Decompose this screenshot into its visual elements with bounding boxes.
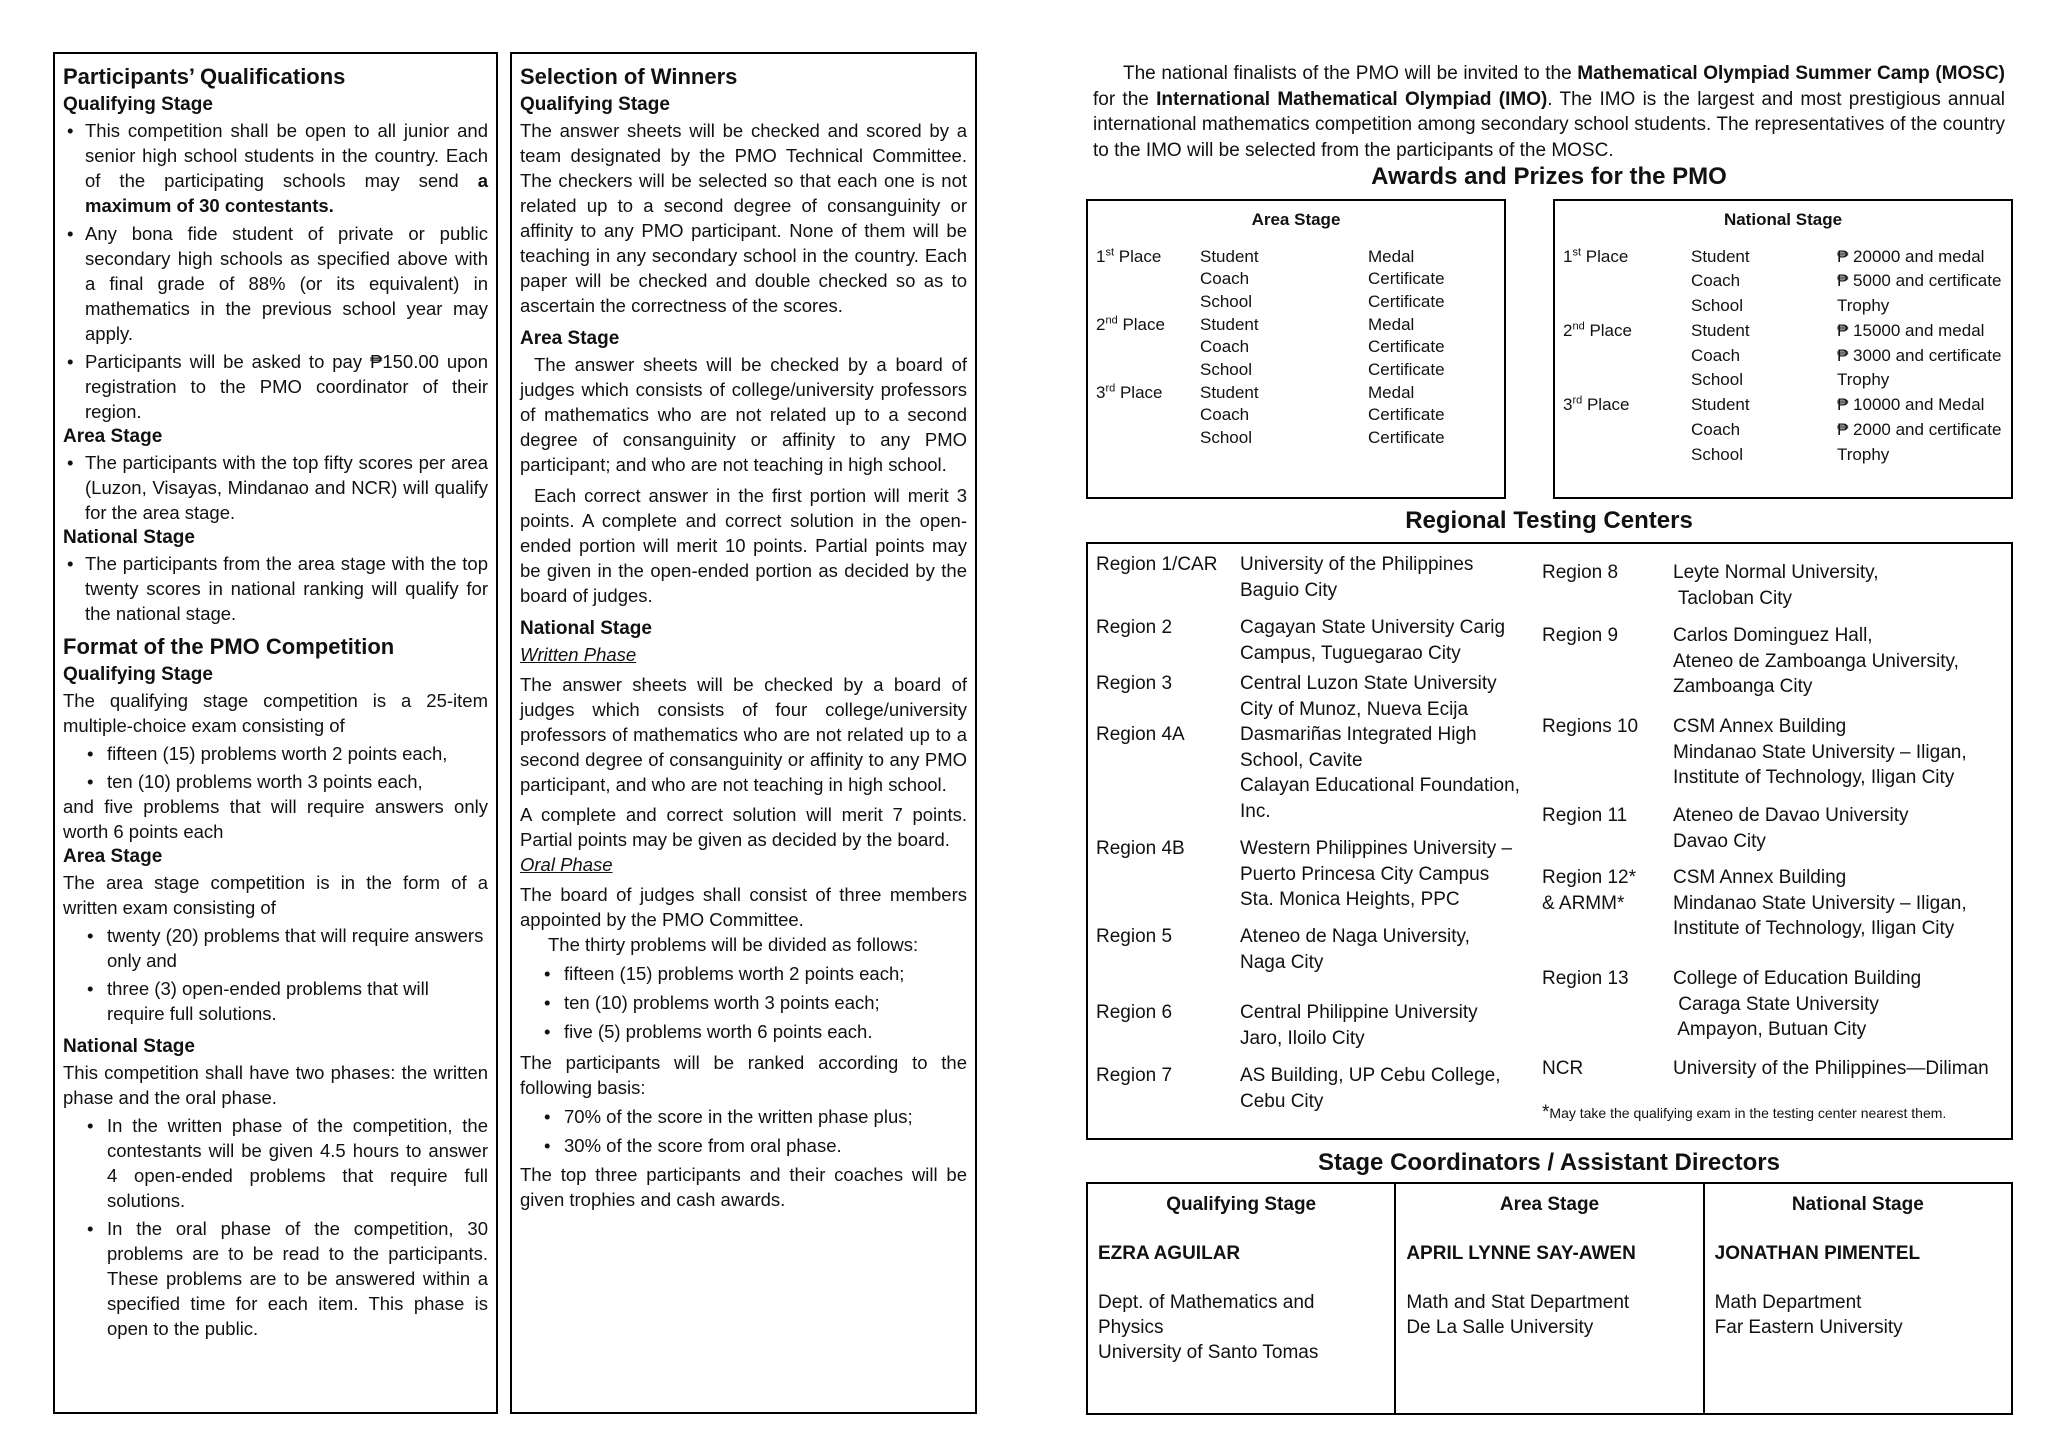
national-award-row [1563,444,2003,469]
region-name: Region 8 [1542,562,1619,583]
coordinator-column [1396,1184,1704,1413]
format-national-item-2: • In the oral phase of the competition, 30 problems are to be read to the participants. These problems are to be answered within a specified time for each item. This phase is open to the public. [63,1216,488,1341]
national-award-row [1563,270,2003,295]
selection-area-text-1: The answer sheets will be checked by a board of judges which consists of college/university professors of mathematics who are not related up to a second degree of consanguinity or affinity to any PMO participant; and who are not teaching in high school. [520,354,967,475]
region-center-line: School, Cavite [1240,749,1363,771]
area-award-row [1096,359,1496,382]
imo-name: International Mathematical Olympiad (IMO) [1156,88,1548,110]
coordinator-name: EZRA AGUILAR [1098,1243,1241,1264]
coordinator-column [1088,1184,1396,1413]
region-center-line: AS Building, UP Cebu College, [1240,1065,1501,1086]
ranking-text: The participants will be ranked according to the following basis: [520,1052,967,1098]
written-phase-text-1: The answer sheets will be checked by a board of judges which consists of four college/university professors of mathematics who are not related up to a second degree of consanguinity or affinity to any PMO participant, and who are not teaching in high school. [520,674,967,795]
area-award-prize: Certificate [1368,405,1445,425]
region-center-line: Zamboanga City [1673,676,1813,697]
oral-phase-text-1: The board of judges shall consist of three members appointed by the PMO Committee. [520,884,967,930]
area-award-prize: Certificate [1368,269,1445,289]
area-award-place-label [1096,382,1163,405]
region-name: Region 12* & ARMM* [1542,867,1637,914]
area-award-place-number: 3 [1096,382,1106,402]
area-award-recipient: School [1200,359,1252,379]
region-center-line: Leyte Normal University, [1673,562,1879,583]
intro-text-3: . The IMO is the largest and most prestigious annual international mathematics competition among secondary school students. The representatives of the country to the IMO will be selected from the participants of the MOSC. [1093,88,2005,161]
national-award-row [1563,246,2003,271]
national-award-place-label [1563,320,1632,343]
intro-text-2: for the [1093,88,1157,110]
area-award-row [1096,404,1496,427]
area-award-place-number: 2 [1096,314,1106,334]
region-center-address [1240,1000,1478,1051]
region-center-address [1673,966,1921,1043]
area-award-prize: Certificate [1368,359,1445,379]
format-national-intro: This competition shall have two phases: the written phase and the oral phase. [63,1062,488,1108]
region-center-line: CSM Annex Building [1673,867,1847,888]
ranking-item-1: • 70% of the score in the written phase plus; [520,1104,967,1129]
region-center-address [1240,836,1512,913]
national-awards-heading: National Stage [1723,210,1843,229]
national-award-prize: ₱ 20000 and medal [1837,246,1985,266]
oral-phase-label: Oral Phase [520,854,613,875]
region-center-line: Davao City [1673,830,1766,852]
region-center-address [1673,865,1967,942]
region-center-line: Sta. Monica Heights, PPC [1240,889,1460,910]
region-center-line: Puerto Princesa City Campus [1240,863,1490,885]
coordinator-name: JONATHAN PIMENTEL [1714,1243,1921,1264]
national-award-place-word: Place [1582,395,1630,415]
coordinator-stage: Area Stage [1499,1194,1600,1215]
area-award-place-label [1096,246,1161,269]
national-award-prize: ₱ 10000 and Medal [1837,395,1985,415]
area-award-place-word: Place [1114,246,1162,266]
region-center-line: Naga City [1240,951,1324,973]
national-award-recipient: Coach [1691,420,1741,440]
region-name: Region 5 [1096,926,1173,947]
region-name: Region 4B [1096,838,1185,859]
region-center-address [1673,1056,1989,1082]
region-name: Region 7 [1096,1065,1173,1086]
national-award-recipient: School [1691,296,1743,316]
national-award-recipient: Student [1691,395,1750,415]
region-name: Region 2 [1096,617,1173,638]
national-award-place-word: Place [1584,320,1632,340]
national-award-place-number: 2 [1563,320,1573,340]
mosc-intro-paragraph [1093,61,2005,163]
region-center-line: Calayan Educational Foundation, [1240,775,1520,796]
area-award-place-suffix: st [1105,245,1115,258]
region-name: Region 3 [1096,673,1173,694]
region-center-address [1240,615,1505,666]
max-contestants-text: a maximum of 30 contestants. [85,170,488,216]
national-award-prize: Trophy [1837,370,1890,390]
area-awards-heading: Area Stage [1251,210,1341,229]
area-award-place-number: 1 [1096,246,1106,266]
region-center-line: CSM Annex Building [1673,716,1847,737]
qualifying-bullet-3: • Participants will be asked to pay ₱150.00 upon registration to the PMO coordinator of their region. [63,349,488,424]
region-center-line: Cebu City [1240,1090,1324,1112]
national-award-place-label [1563,246,1628,269]
area-award-recipient: Coach [1200,405,1250,425]
area-awards-list [1096,246,1496,450]
area-award-recipient: Student [1200,382,1259,402]
national-award-recipient: Coach [1691,271,1741,291]
national-award-prize: ₱ 2000 and certificate [1837,420,2002,440]
coordinator-stage: Qualifying Stage [1166,1194,1317,1215]
format-area-heading: Area Stage [63,846,163,867]
region-center-line: Western Philippines University – [1240,838,1513,859]
selection-column [510,52,977,1414]
national-award-place-word: Place [1581,246,1629,266]
intro-text-1: The national finalists of the PMO will be invited to the [1123,63,1578,84]
national-award-row [1563,295,2003,320]
region-center-address [1673,623,1959,700]
area-stage-heading: Area Stage [63,426,163,447]
format-qualifying-item-1: • fifteen (15) problems worth 2 points each, [63,741,488,766]
national-award-row [1563,394,2003,419]
national-award-place-number: 3 [1563,395,1573,415]
region-center-line: Ateneo de Zamboanga University, [1673,650,1959,672]
national-bullet-1: • The participants from the area stage with the top twenty scores in national ranking will qualify for the national stage. [63,551,488,626]
region-center-line: City of Munoz, Nueva Ecija [1240,698,1469,720]
area-award-row [1096,427,1496,450]
ranking-item-2: • 30% of the score from oral phase. [520,1133,967,1158]
format-area-item-1: • twenty (20) problems that will require answers only and [63,923,488,973]
national-award-place-suffix: st [1572,245,1582,258]
selection-area-heading: Area Stage [520,328,620,349]
area-award-recipient: Student [1200,246,1259,266]
area-bullet-1: • The participants with the top fifty scores per area (Luzon, Visayas, Mindanao and NCR) will qualify for the area stage. [63,450,488,525]
national-award-prize: ₱ 3000 and certificate [1837,345,2002,365]
footnote-star: * [1542,1102,1550,1123]
format-qualifying-item-2: • ten (10) problems worth 3 points each, [63,769,488,794]
area-award-row [1096,314,1496,337]
coordinator-department: Math Department [1714,1292,1862,1313]
area-award-place-word: Place [1117,314,1165,334]
selection-qualifying-text: The answer sheets will be checked and scored by a team designated by the PMO Technical Committee. The checkers will be selected so that each one is not related up to a second degree of consanguinity or affinity to any PMO participant. None of them will be teaching in any secondary school in the country. Each paper will be checked and double checked so as to ascertain the correctness of the scores. [520,120,967,316]
area-award-place-word: Place [1115,382,1163,402]
selection-national-heading: National Stage [520,618,652,639]
area-award-recipient: Student [1200,314,1259,334]
area-award-recipient: School [1200,428,1252,447]
area-award-recipient: Coach [1200,269,1250,289]
qualifications-column [53,52,498,1414]
national-awards-box [1553,199,2013,499]
region-center-line: University of the Philippines—Diliman [1673,1058,1989,1079]
region-name: Region 13 [1542,968,1629,989]
region-center-line: Jaro, Iloilo City [1240,1027,1365,1049]
regional-title: Regional Testing Centers [1405,507,1693,534]
format-qualifying-intro: The qualifying stage competition is a 25-item multiple-choice exam consisting of [63,690,488,736]
national-award-row [1563,419,2003,444]
mosc-name: Mathematical Olympiad Summer Camp (MOSC) [1577,63,2006,84]
national-award-prize: Trophy [1837,296,1890,316]
region-center-line: Mindanao State University – Iligan, [1673,741,1967,763]
region-center-line: College of Education Building [1673,968,1922,989]
region-name: NCR [1542,1058,1584,1079]
area-award-place-label [1096,314,1165,337]
area-awards-box [1086,199,1506,499]
region-center-address [1673,803,1909,854]
area-award-prize: Medal [1368,382,1415,402]
region-name: Region 11 [1542,805,1628,826]
selection-title: Selection of Winners [520,64,738,89]
region-center-address [1240,1063,1501,1114]
format-qualifying-heading: Qualifying Stage [63,664,213,685]
closing-text: The top three participants and their coaches will be given trophies and cash awards. [520,1164,967,1210]
region-center-address [1240,552,1473,603]
coordinator-institution: De La Salle University [1406,1317,1594,1338]
regional-centers-box [1086,542,2013,1140]
format-title: Format of the PMO Competition [63,634,395,659]
national-award-recipient: School [1691,444,1743,464]
area-award-row [1096,382,1496,405]
region-name: Region 6 [1096,1002,1173,1023]
national-award-recipient: Student [1691,320,1750,340]
region-center-line: Dasmariñas Integrated High [1240,724,1477,745]
region-center-line: Central Philippine University [1240,1002,1478,1023]
region-center-line: Baguio City [1240,579,1338,601]
qualifying-bullet-2: • Any bona fide student of private or public secondary high schools as specified above with a final grade of 88% (or its equivalent) in mathematics in the previous school year may apply. [63,221,488,346]
qualifications-title: Participants’ Qualifications [63,64,346,89]
oral-phase-text-2: The thirty problems will be divided as follows: [548,934,919,955]
region-name: Region 9 [1542,625,1619,646]
national-stage-heading: National Stage [63,527,195,548]
region-center-line: Cagayan State University Carig [1240,617,1506,638]
format-national-item-1: • In the written phase of the competition, the contestants will be given 4.5 hours to answer 4 open-ended problems that require full solutions. [63,1113,488,1213]
national-award-recipient: Student [1691,246,1750,266]
region-center-line: University of the Philippines [1240,554,1474,575]
region-center-line: Campus, Tuguegarao City [1240,642,1461,664]
region-center-address [1240,924,1470,975]
region-center-address [1673,560,1879,611]
region-center-line: Caraga State University [1673,993,1879,1015]
area-award-prize: Medal [1368,246,1415,266]
area-award-place-suffix: rd [1105,381,1116,394]
national-award-prize: Trophy [1837,444,1890,464]
region-center-line: Tacloban City [1673,587,1792,609]
region-center-line: Carlos Dominguez Hall, [1673,625,1873,646]
area-award-row [1096,246,1496,269]
coordinator-stage: National Stage [1791,1194,1924,1215]
area-award-recipient: School [1200,291,1252,311]
national-award-prize: ₱ 5000 and certificate [1837,271,2002,291]
national-award-place-suffix: nd [1572,320,1585,333]
oral-item-1: • fifteen (15) problems worth 2 points each; [520,961,967,986]
coordinator-department: Math and Stat Department [1406,1292,1630,1313]
national-award-row [1563,345,2003,370]
selection-qualifying-heading: Qualifying Stage [520,94,670,115]
national-award-place-number: 1 [1563,246,1573,266]
written-phase-label: Written Phase [520,644,637,665]
region-center-line: Institute of Technology, Iligan City [1673,918,1955,939]
national-award-place-suffix: rd [1572,394,1583,407]
footnote-text: May take the qualifying exam in the testing center nearest them. [1549,1105,1947,1121]
national-award-row [1563,320,2003,345]
region-name: Region 1/CAR [1096,554,1218,575]
region-name: Region 4A [1096,724,1185,745]
region-center-address [1673,714,1967,791]
national-award-row [1563,369,2003,394]
area-award-prize: Medal [1368,314,1415,334]
region-center-line: Central Luzon State University [1240,673,1497,694]
national-award-recipient: School [1691,370,1743,390]
region-center-address [1240,671,1497,722]
coordinator-department: Dept. of Mathematics and Physics [1098,1292,1315,1338]
format-qualifying-outro: and five problems that will require answers only worth 6 points each [63,796,488,842]
region-center-line: Institute of Technology, Iligan City [1673,767,1955,788]
awards-title: Awards and Prizes for the PMO [1371,163,1727,190]
national-award-recipient: Coach [1691,345,1741,365]
area-award-prize: Certificate [1368,337,1445,357]
region-center-line: Inc. [1240,800,1271,822]
coordinator-name: APRIL LYNNE SAY-AWEN [1406,1243,1636,1264]
area-award-recipient: Coach [1200,337,1250,357]
coordinators-box [1086,1182,2013,1415]
qualifying-bullet-1-text: This competition shall be open to all junior and senior high school students in the country. Each of the participating schools may send [85,120,488,191]
coordinator-institution: University of Santo Tomas [1098,1342,1319,1363]
area-award-row [1096,268,1496,291]
regional-footnote [1542,1104,1946,1122]
qualifying-stage-heading: Qualifying Stage [63,94,213,115]
region-name: Regions 10 [1542,716,1639,737]
selection-area-text-2: Each correct answer in the first portion will merit 3 points. A complete and correct solution in the open-ended portion will merit 10 points. Partial points may be given in the open-ended portion as decided by the board of judges. [520,485,967,606]
coordinator-column [1705,1184,2011,1413]
national-award-prize: ₱ 15000 and medal [1837,320,1985,340]
region-center-line: Ampayon, Butuan City [1673,1019,1867,1040]
format-national-heading: National Stage [63,1036,195,1057]
area-award-place-suffix: nd [1105,313,1118,326]
qualifying-bullet-1 [63,118,488,218]
format-area-intro: The area stage competition is in the form of a written exam consisting of [63,872,488,918]
region-center-address [1240,722,1520,824]
coordinators-title: Stage Coordinators / Assistant Directors [1318,1149,1780,1176]
region-center-line: Ateneo de Davao University [1673,805,1909,826]
written-phase-text-2: A complete and correct solution will merit 7 points. Partial points may be given as decided by the board. [520,804,967,850]
region-center-line: Ateneo de Naga University, [1240,926,1470,947]
area-award-prize: Certificate [1368,291,1445,311]
format-area-item-2: • three (3) open-ended problems that will require full solutions. [63,976,488,1026]
national-award-place-label [1563,394,1630,417]
oral-item-2: • ten (10) problems worth 3 points each; [520,990,967,1015]
area-award-prize: Certificate [1368,428,1445,447]
national-awards-list [1563,246,2003,469]
oral-item-3: • five (5) problems worth 6 points each. [520,1019,967,1044]
region-center-line: Mindanao State University – Iligan, [1673,892,1967,914]
coordinator-institution: Far Eastern University [1714,1317,1903,1338]
area-award-row [1096,291,1496,314]
area-award-row [1096,336,1496,359]
